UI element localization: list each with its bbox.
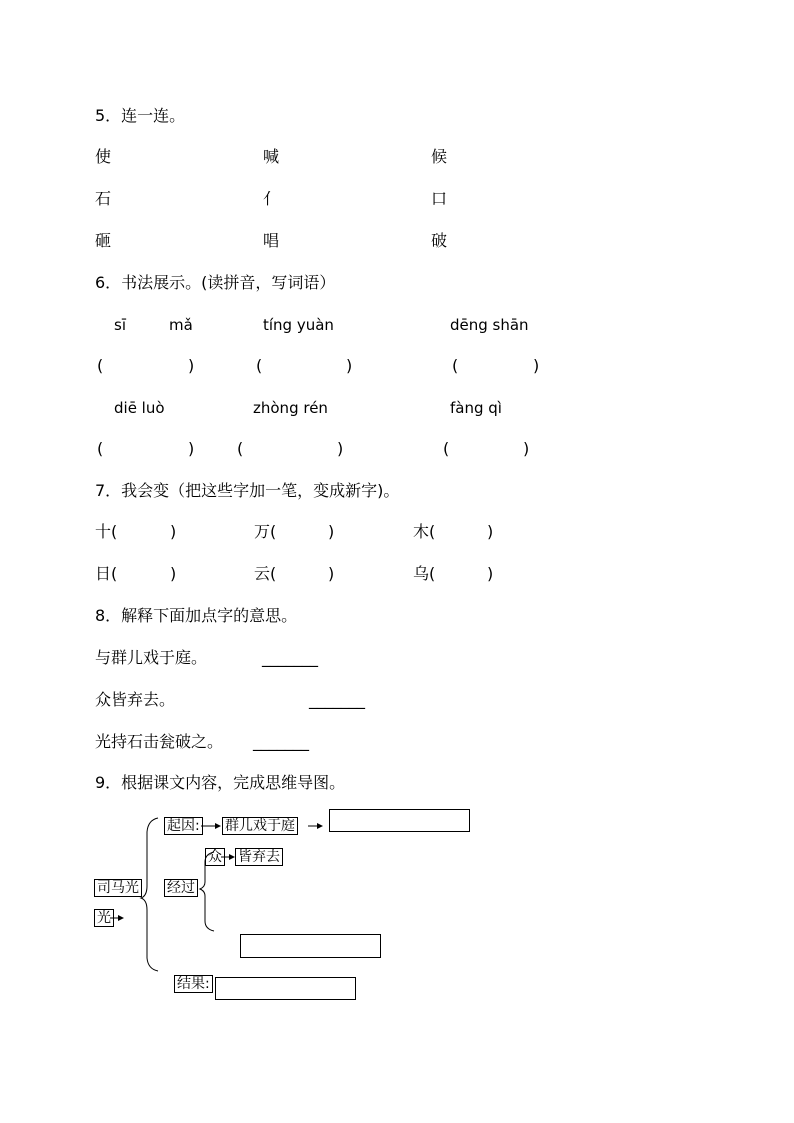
arrow-head: [118, 915, 124, 921]
answer-paren-open: (: [452, 356, 459, 375]
answer-blank: _______: [309, 690, 365, 709]
q5-char: 破: [431, 231, 448, 250]
q7-item: 乌(: [413, 564, 436, 583]
cause-answer-box[interactable]: [329, 809, 470, 832]
answer-blank: _______: [253, 732, 309, 751]
q7-item: 云(: [254, 564, 277, 583]
answer-paren-close: ): [523, 439, 530, 458]
answer-blank: _______: [262, 648, 318, 667]
arrow-head: [215, 823, 221, 829]
q8-item: 光持石击瓮破之。: [95, 732, 224, 751]
q6-pinyin: sī: [114, 316, 126, 334]
q5-char: 候: [431, 147, 448, 166]
answer-paren-close: ): [346, 356, 353, 375]
process-answer-box[interactable]: [240, 934, 381, 958]
cause-text: 群儿戏于庭: [222, 818, 298, 834]
q9-title: 9．根据课文内容，完成思维导图。: [95, 773, 346, 792]
result-label: 结果:: [174, 976, 213, 992]
q5-title: 5．连一连。: [95, 106, 186, 125]
q6-title: 6．书法展示。(读拼音，写词语）: [95, 273, 336, 292]
q6-pinyin: tíng yuàn: [263, 316, 334, 334]
q6-pinyin: fàng qì: [450, 399, 502, 417]
q7-item: 日(: [95, 564, 118, 583]
arrow-head: [317, 823, 323, 829]
q7-item: 万(: [254, 522, 277, 541]
q7-close: ): [487, 564, 494, 583]
answer-paren-open: (: [97, 356, 104, 375]
q7-title: 7．我会变（把这些字加一笔，变成新字)。: [95, 481, 400, 500]
answer-paren-close: ): [188, 356, 195, 375]
mind-map-root: 司马光: [94, 880, 142, 896]
q5-char: 砸: [95, 231, 112, 250]
q7-close: ): [170, 564, 177, 583]
q8-title: 8．解释下面加点字的意思。: [95, 606, 298, 625]
mind-map-brace: [141, 818, 158, 971]
mind-map-root-cont: 光: [94, 910, 114, 926]
q6-pinyin: diē luò: [114, 399, 165, 417]
answer-paren-close: ): [337, 439, 344, 458]
q8-item: 与群儿戏于庭。: [95, 648, 208, 667]
process-label: 经过: [164, 880, 198, 896]
q7-close: ): [328, 522, 335, 541]
answer-paren-close: ): [533, 356, 540, 375]
q7-close: ): [170, 522, 177, 541]
q6-pinyin: dēng shān: [450, 316, 529, 334]
q5-char: 使: [95, 147, 112, 166]
answer-paren-close: ): [188, 439, 195, 458]
process-sub2: 皆弃去: [235, 849, 283, 865]
answer-paren-open: (: [237, 439, 244, 458]
q7-item: 木(: [413, 522, 436, 541]
answer-paren-open: (: [443, 439, 450, 458]
q5-char: 口: [431, 189, 448, 208]
q5-char: 喊: [263, 147, 280, 166]
q7-close: ): [328, 564, 335, 583]
process-sub1: 众: [205, 849, 225, 865]
q5-char: 亻: [263, 189, 280, 208]
answer-paren-open: (: [256, 356, 263, 375]
result-answer-box[interactable]: [215, 977, 356, 1000]
q8-item: 众皆弃去。: [95, 690, 176, 709]
q5-char: 唱: [263, 231, 280, 250]
q7-item: 十(: [95, 522, 118, 541]
answer-paren-open: (: [97, 439, 104, 458]
q6-pinyin: mǎ: [169, 316, 193, 334]
cause-label: 起因:: [164, 818, 203, 834]
q7-close: ): [487, 522, 494, 541]
q5-char: 石: [95, 189, 112, 208]
q6-pinyin: zhòng rén: [253, 399, 328, 417]
